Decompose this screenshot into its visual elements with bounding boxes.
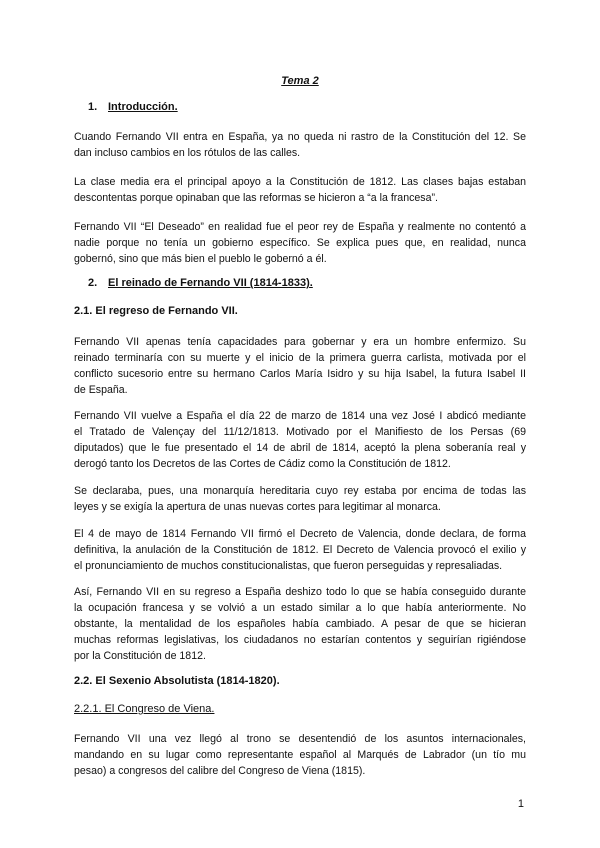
paragraph-line: descontentas porque opinaban que las reformas se hicieron a “a la francesa”. [74, 192, 438, 204]
page-number: 1 [517, 798, 524, 810]
section-number: 2. [88, 277, 98, 289]
paragraph-line: Fernando VII vuelve a España el día 22 de marzo de 1814 una vez José I abdicó mediante [74, 410, 526, 422]
paragraph-line: de España. [74, 384, 128, 396]
paragraph-line: leyes y se exigía la apertura de unas nuevas cortes para legitimar al monarca. [74, 501, 441, 513]
section-title: Introducción. [108, 101, 178, 113]
paragraph-line: diputados) que le fue presentado el 14 de abril de 1814, aceptó la plena soberanía real y [74, 442, 526, 454]
paragraph-line: nadie porque no tenía un gobierno específico. Se explica pues que, en realidad, nunca [74, 237, 526, 249]
section-title: El reinado de Fernando VII (1814-1833). [108, 277, 313, 289]
paragraph-line: pesao) a congresos del calibre del Congreso de Viena (1815). [74, 765, 366, 777]
paragraph-line: derogó tanto los Decretos de las Cortes de Cádiz como la Constitución de 1812. [74, 458, 451, 470]
paragraph-line: La clase media era el principal apoyo a la Constitución de 1812. Las clases bajas estaban [74, 176, 526, 188]
page-title: Tema 2 [281, 75, 319, 87]
paragraph-line: dan incluso cambios en los rótulos de las calles. [74, 147, 301, 159]
paragraph-line: conflicto sucesorio entre su hermano Carlos María Isidro y su hija Isabel, la futura Isabel II [74, 368, 526, 380]
subsubsection-heading-congreso: 2.2.1. El Congreso de Viena. [74, 703, 215, 715]
paragraph-line: muchas reformas legislativas, los ciudadanos no estarían contentos y seguirían rigiéndose [74, 634, 526, 646]
paragraph-line: la ocupación francesa y se volvió a un estado similar a lo que había anteriormente. No [74, 602, 526, 614]
paragraph-line: Fernando VII “El Deseado” en realidad fue el peor rey de España y realmente no contentó a [74, 221, 526, 233]
paragraph-line: por la Constitución de 1812. [74, 650, 206, 662]
paragraph-line: mandando en su lugar como representante español al Marqués de Labrador (un tío mu [74, 749, 526, 761]
subsection-heading-sexenio: 2.2. El Sexenio Absolutista (1814-1820). [74, 675, 280, 687]
paragraph-line: el pronunciamiento de muchos constitucionalistas, que fueron perseguidas y represaliadas. [74, 560, 503, 572]
paragraph-line: Cuando Fernando VII entra en España, ya no queda ni rastro de la Constitución del 12. Se [74, 131, 526, 143]
section-heading-reinado [88, 277, 313, 289]
paragraph-line: Así, Fernando VII en su regreso a España deshizo todo lo que se había conseguido durante [74, 586, 526, 598]
subsection-heading-regreso: 2.1. El regreso de Fernando VII. [74, 305, 238, 317]
paragraph-line: reinado terminaría con su muerte y el inicio de la primera guerra carlista, motivada por el [74, 352, 526, 364]
section-number: 1. [88, 101, 98, 113]
paragraph-line: Se declaraba, pues, una monarquía hereditaria cuyo rey estaba por encima de todas las [74, 485, 526, 497]
section-heading-introduccion [88, 101, 178, 113]
paragraph-line: el Tratado de Valençay del 11/12/1813. Motivado por el Manifiesto de los Persas (69 [74, 426, 526, 438]
paragraph-line: Fernando VII una vez llegó al trono se desentendió de los asuntos internacionales, [74, 733, 526, 745]
paragraph-line: El 4 de mayo de 1814 Fernando VII firmó el Decreto de Valencia, donde declara, de forma [74, 528, 526, 540]
paragraph-line: definitiva, la anulación de la Constitución de 1812. El Decreto de Valencia provocó el exilio y [74, 544, 526, 556]
paragraph-line: obstante, la mentalidad de los españoles había cambiado. A pesar de que se hicieran [74, 618, 526, 630]
paragraph-line: Fernando VII apenas tenía capacidades para gobernar y era un hombre enfermizo. Su [74, 336, 526, 348]
paragraph-line: gobernó, sino que más bien el pueblo le gobernó a él. [74, 253, 327, 265]
